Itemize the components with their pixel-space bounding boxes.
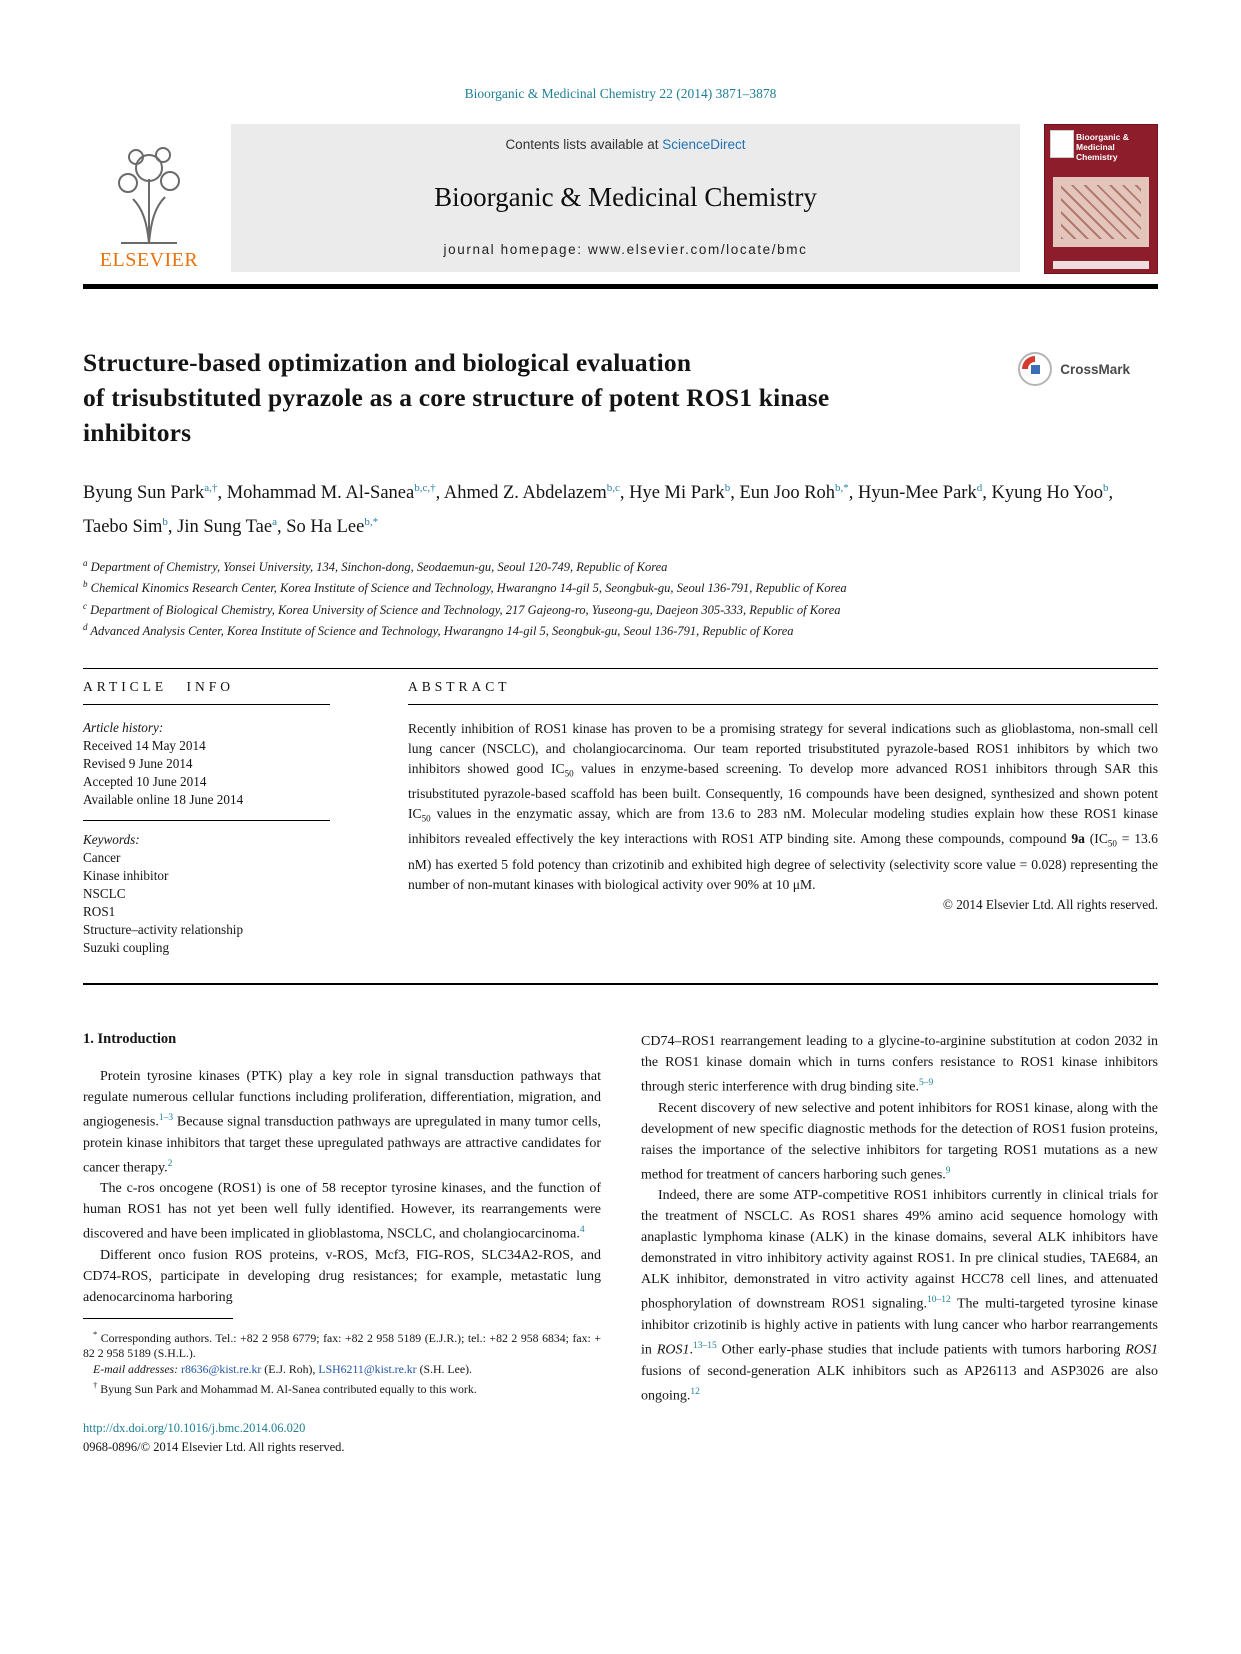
- text-run: Indeed, there are some ATP-competitive ROS1 inhibitors currently in clinical trials for the treatment of NSCLC. As ROS1 shares 49% amino acid sequence homology with anaplastic lymphoma kinase (ALK) in the kinase domains, several ALK inhibitors have demonstrated in vitro inhibitory activity against ROS1. In pre clinical studies, TAE684, an ALK inhibitor, demonstrated in vitro activity against HCC78 cell lines, and attenuated phosphorylation of downstream ROS1 signaling.: [641, 1188, 1158, 1312]
- paragraph: [641, 1031, 1158, 1098]
- sciencedirect-link[interactable]: ScienceDirect: [662, 137, 746, 152]
- reference-superscript: 12: [690, 1386, 700, 1397]
- author-name: Ahmed Z. Abdelazem: [443, 483, 607, 504]
- homepage-prefix: journal homepage:: [443, 242, 588, 257]
- text-run: (E.J. Roh),: [261, 1362, 319, 1377]
- gene-name-italic: ROS1: [1125, 1342, 1158, 1358]
- cover-title: Bioorganic & Medicinal Chemistry: [1076, 132, 1129, 162]
- affiliation-mark: d: [83, 621, 88, 632]
- email-note: [83, 1362, 601, 1378]
- author-name: Hye Mi Park: [629, 483, 725, 504]
- text-run: Recently inhibition of ROS1 kinase has proven to be a promising strategy for several indications such as glioblastoma, non-small cell lung cancer (NSCLC), and cholangiocarcinoma. Our team reported trisubstituted pyrazole-based ROS1 inhibitors by which two inhibitors showed good IC: [408, 720, 1158, 776]
- author-separator: ,: [435, 483, 444, 504]
- history-received: Received 14 May 2014: [83, 737, 206, 753]
- affiliation: [83, 598, 1158, 619]
- affiliation: [83, 555, 1158, 576]
- article-info-heading: ARTICLE INFO: [83, 678, 235, 694]
- text-run: values in the enzymatic assay, which are from 13.6 to 283 nM. Molecular modeling studies explain how these ROS1 kinase inhibitors revealed effectively the key interactions with ROS1 ATP binding site. Among these compounds, compound: [408, 805, 1158, 847]
- author: [227, 483, 444, 503]
- introduction-heading: 1. Introduction: [83, 1030, 177, 1047]
- crossmark-icon: [1017, 351, 1053, 387]
- paragraph: [641, 1098, 1158, 1186]
- text-run: .: [689, 1342, 693, 1358]
- crossmark-label: CrossMark: [1060, 361, 1130, 377]
- author-affil-marks: b,*: [364, 516, 379, 529]
- author-separator: ,: [217, 483, 227, 504]
- reference-superscript: 1–3: [158, 1112, 174, 1123]
- text-run: Because signal transduction pathways are upregulated in many tumor cells, protein kinase inhibitors that target these upregulated pathways are attractive candidates for cancer therapy.: [83, 1114, 601, 1176]
- reference-superscript: 5–9: [918, 1077, 934, 1088]
- author-name: Byung Sun Park: [83, 483, 205, 504]
- author-name: Kyung Ho Yoo: [991, 483, 1104, 504]
- author-affil-marks: a,†: [204, 482, 218, 494]
- journal-citation: Bioorganic & Medicinal Chemistry 22 (2014) 3871–3878: [464, 86, 777, 101]
- abstract-copyright: © 2014 Elsevier Ltd. All rights reserved.: [942, 897, 1158, 913]
- homepage-line: [231, 242, 1020, 257]
- crossmark-badge[interactable]: [1017, 351, 1130, 387]
- author-affil-marks: a: [272, 516, 277, 529]
- contents-prefix: Contents lists available at: [505, 137, 663, 152]
- footnote-rule: [83, 1318, 233, 1319]
- keyword: NSCLC: [83, 885, 126, 901]
- author: [991, 483, 1113, 503]
- dagger-mark: †: [93, 1379, 98, 1390]
- keyword: ROS1: [83, 903, 116, 919]
- body-left-column: [83, 1031, 601, 1455]
- reference-superscript: 2: [167, 1158, 173, 1169]
- text-run: fusions of second-generation ALK inhibitors such as AP26113 and ASP3026 are also ongoing.: [641, 1363, 1158, 1404]
- section-bottom-rule: [83, 983, 1158, 985]
- author-affil-marks: b: [1103, 482, 1109, 494]
- reference-superscript: 9: [945, 1165, 951, 1176]
- author: [286, 517, 378, 537]
- author: [83, 517, 177, 537]
- title-line: inhibitors: [83, 418, 192, 447]
- keyword: Suzuki coupling: [83, 939, 170, 955]
- history-accepted: Accepted 10 June 2014: [83, 773, 207, 789]
- abstract-heading: ABSTRACT: [408, 678, 511, 694]
- keywords-divider-rule: [83, 820, 330, 821]
- cover-bottom-band: [1053, 261, 1149, 269]
- abstract-text: [408, 719, 1158, 895]
- text-run: CD74–ROS1 rearrangement leading to a glycine-to-arginine substitution at codon 2032 in the ROS1 kinase domain which in turns confers resistance to ROS1 kinase inhibitors through steric interference with drug binding site.: [641, 1033, 1158, 1095]
- article-title: [83, 345, 1013, 450]
- author-affil-marks: b,*: [835, 482, 849, 494]
- history-online: Available online 18 June 2014: [83, 791, 244, 807]
- header-rule: [83, 284, 1158, 289]
- affiliation-list: [83, 555, 1158, 640]
- text-run: Byung Sun Park and Mohammad M. Al-Sanea contributed equally to this work.: [97, 1381, 477, 1396]
- keyword: Cancer: [83, 849, 121, 865]
- affiliation-mark: a: [83, 558, 88, 569]
- author: [83, 483, 227, 503]
- history-revised: Revised 9 June 2014: [83, 755, 193, 771]
- info-abstract-section: [83, 668, 1158, 985]
- author-separator: ,: [730, 483, 740, 504]
- article-info-column: [83, 669, 330, 957]
- affiliation-text: Chemical Kinomics Research Center, Korea Institute of Science and Technology, Hwarangno 14-gil 5, Seongbuk-gu, Seoul 136-791, Republic of Korea: [90, 581, 847, 596]
- affiliation-mark: b: [83, 579, 88, 590]
- keywords-label: Keywords:: [83, 831, 140, 847]
- abstract-column: [408, 669, 1158, 957]
- affiliation: [83, 576, 1158, 597]
- email-link-roh[interactable]: r8636@kist.re.kr: [181, 1362, 262, 1377]
- text-run: Protein tyrosine kinases (PTK) play a key role in signal transduction pathways that regulate numerous cellular functions including proliferation, differentiation, migration, and angiogenesis.: [83, 1068, 601, 1130]
- author-separator: ,: [982, 483, 992, 504]
- elsevier-tree-icon: [95, 143, 203, 247]
- reference-superscript: 13–15: [693, 1340, 717, 1351]
- author-separator: ,: [1108, 483, 1114, 504]
- footnote-block: [83, 1318, 601, 1397]
- title-line: of trisubstituted pyrazole as a core structure of potent ROS1 kinase: [83, 383, 830, 412]
- affiliation-text: Department of Chemistry, Yonsei University, 134, Sinchon-dong, Seodaemun-gu, Seoul 120-749, Republic of Korea: [90, 560, 668, 575]
- text-run: Corresponding authors. Tel.: +82 2 958 6779; fax: +82 2 958 5189 (E.J.R.); tel.: +82 2 958 6834; fax: + 82 2 958 5189 (S.H.L.).: [83, 1330, 601, 1361]
- author-separator: ,: [167, 517, 178, 538]
- author-separator: ,: [619, 483, 630, 504]
- text-run: Different onco fusion ROS proteins, v-ROS, Mcf3, FIG-ROS, SLC34A2-ROS, and CD74-ROS, participate in developing drug resistances; for example, metastatic lung adenocarcinoma harboring: [83, 1247, 601, 1305]
- author-name: Eun Joo Roh: [739, 483, 836, 504]
- keyword: Kinase inhibitor: [83, 867, 169, 883]
- compound-id: 9a: [1071, 831, 1085, 847]
- author-name: Jin Sung Tae: [177, 517, 273, 538]
- author-separator: ,: [848, 483, 859, 504]
- author-affil-marks: b: [724, 482, 731, 494]
- doi-link[interactable]: http://dx.doi.org/10.1016/j.bmc.2014.06.020: [83, 1421, 306, 1436]
- paragraph: [83, 1178, 601, 1245]
- text-run: Recent discovery of new selective and potent inhibitors for ROS1 kinase, along with the development of new specific diagnostic methods for the detection of ROS1 fusion proteins, raises the importance of the selective inhibitors for targeting ROS1 mutations as a new method for treatment of cancers harboring such genes.: [641, 1100, 1158, 1183]
- author-name: Taebo Sim: [83, 517, 163, 538]
- journal-banner: [231, 124, 1020, 272]
- equal-contribution-note: [83, 1378, 601, 1398]
- title-line: Structure-based optimization and biological evaluation: [83, 348, 692, 377]
- text-run: (IC: [1084, 831, 1108, 847]
- email-label: E-mail addresses:: [93, 1362, 179, 1377]
- author-separator: ,: [277, 517, 287, 538]
- author-list: [83, 474, 1123, 542]
- text-run: The multi-targeted tyrosine kinase inhibitor crizotinib is highly active in patients with lung cancer who harbor rearrangements in: [641, 1296, 1158, 1358]
- reference-superscript: 10–12: [926, 1295, 951, 1306]
- subscript: 50: [1107, 839, 1117, 850]
- article-body: [83, 1031, 1158, 1455]
- subscript: 50: [421, 813, 431, 824]
- author: [858, 483, 991, 503]
- paragraph: [641, 1185, 1158, 1406]
- journal-name: Bioorganic & Medicinal Chemistry: [434, 181, 817, 212]
- author-affil-marks: b: [162, 516, 168, 529]
- cover-logo-box: [1050, 130, 1074, 158]
- keyword: Structure–activity relationship: [83, 921, 244, 937]
- affiliation-text: Advanced Analysis Center, Korea Institute of Science and Technology, Hwarangno 14-gil 5, Seongbuk-gu, Seoul 136-791, Republic of Korea: [90, 623, 794, 638]
- author-name: Hyun-Mee Park: [858, 483, 977, 504]
- text-run: The c-ros oncogene (ROS1) is one of 58 receptor tyrosine kinases, and the function of human ROS1 has not yet been well fully identified. However, its rearrangements were discovered and have been implicated in glioblastoma, NSCLC, and cholangiocarcinoma.: [83, 1181, 601, 1242]
- journal-header: [83, 124, 1158, 272]
- article-history-label: Article history:: [83, 719, 164, 735]
- author-name: Mohammad M. Al-Sanea: [226, 483, 415, 504]
- asterisk-mark: *: [93, 1328, 98, 1339]
- cover-art: [1053, 177, 1149, 247]
- text-run: values in enzyme-based screening. To develop more advanced ROS1 inhibitors through SAR this trisubstituted pyrazole-based scaffold has been built. Consequently, 16 compounds have been designed, synthesized and shown potent IC: [408, 760, 1158, 821]
- author-affil-marks: b,c: [606, 482, 620, 494]
- paragraph: [83, 1066, 601, 1178]
- author-affil-marks: d: [976, 482, 983, 494]
- doi-block: [83, 1419, 601, 1455]
- text-run: (S.H. Lee).: [416, 1362, 472, 1377]
- body-right-column: [641, 1031, 1158, 1455]
- author-affil-marks: b,c,†: [414, 482, 436, 494]
- author: [444, 483, 629, 503]
- journal-cover-thumbnail[interactable]: [1044, 124, 1158, 274]
- title-row: [83, 345, 1158, 450]
- paragraph: [83, 1245, 601, 1308]
- text-run: Other early-phase studies that include patients with tumors harboring: [716, 1342, 1126, 1358]
- elsevier-logo[interactable]: [83, 124, 215, 272]
- affiliation-text: Department of Biological Chemistry, Korea University of Science and Technology, 217 Gajeong-ro, Yuseong-gu, Daejeon 305-333, Republic of Korea: [90, 602, 841, 617]
- journal-homepage-link[interactable]: www.elsevier.com/locate/bmc: [587, 242, 808, 257]
- contents-line: [231, 137, 1020, 152]
- email-link-lee[interactable]: LSH6211@kist.re.kr: [318, 1362, 417, 1377]
- elsevier-wordmark: ELSEVIER: [99, 249, 199, 271]
- author: [739, 483, 858, 503]
- reference-superscript: 4: [579, 1225, 585, 1236]
- affiliation: [83, 619, 1158, 640]
- corresponding-author-note: [83, 1327, 601, 1362]
- text-run: = 13.6 nM) has exerted 5 fold potency than crizotinib and exhibited high degree of selectivity (selectivity score value = 0.028) representing the number of non-mutant kinases with biological activity over 90% at 10 μM.: [408, 831, 1158, 892]
- gene-name-italic: ROS1: [656, 1342, 690, 1358]
- affiliation-mark: c: [83, 600, 87, 611]
- author-name: So Ha Lee: [286, 517, 365, 538]
- subscript: 50: [564, 768, 574, 779]
- issn-copyright-line: 0968-0896/© 2014 Elsevier Ltd. All rights reserved.: [83, 1440, 345, 1455]
- author: [629, 483, 739, 503]
- author: [177, 517, 286, 537]
